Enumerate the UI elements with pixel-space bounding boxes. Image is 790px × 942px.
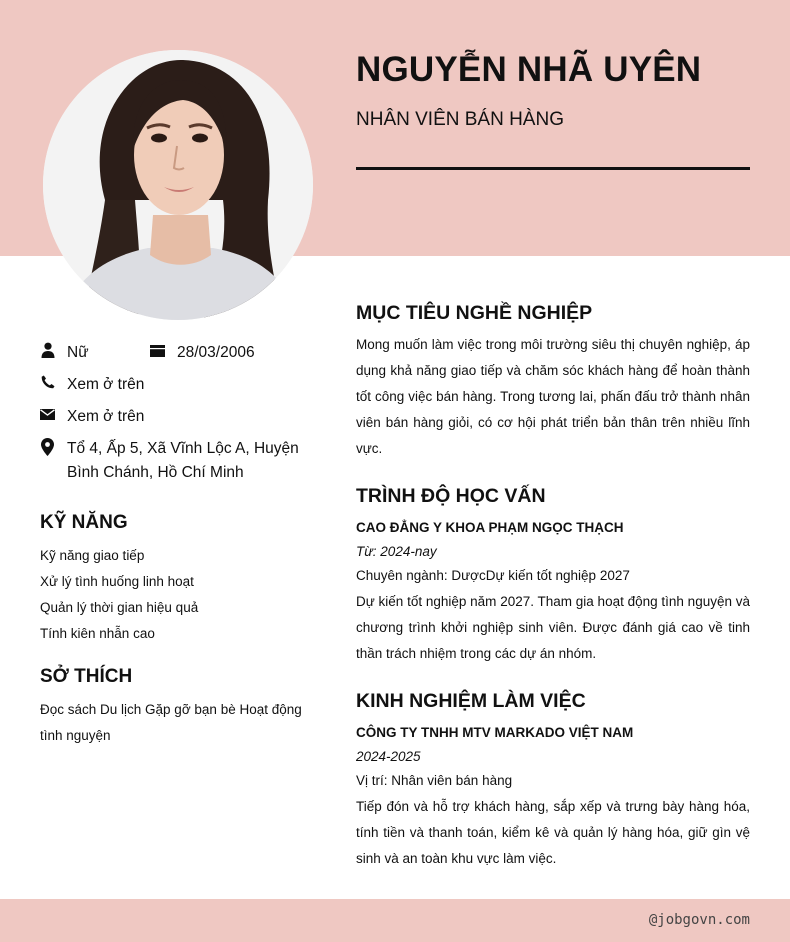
skill-item: Quản lý thời gian hiệu quả — [40, 600, 199, 615]
objective-text: Mong muốn làm việc trong môi trường siêu thị chuyên nghiệp, áp dụng khả năng giao tiếp và chăm sóc khách hàng để hoàn thành tốt công việc bán hàng. Trong tương lai, phấn đấu trở thành nhân viên bán hàng giỏi, có cơ hội phát triển bản thân trên nhiều lĩnh vực. — [356, 337, 750, 456]
address-value: Tổ 4, Ấp 5, Xã Vĩnh Lộc A, Huyện Bình Chánh, Hồ Chí Minh — [67, 440, 299, 481]
hobbies-heading: SỞ THÍCH — [40, 666, 133, 687]
email-row — [40, 405, 144, 429]
education-description: Dự kiến tốt nghiệp năm 2027. Tham gia hoạt động tình nguyện và chương trình khởi nghiệp sinh viên. Được đánh giá cao về tinh thần trách nhiệm trong các dự án nhóm. — [356, 594, 750, 661]
email-value: Xem ở trên — [67, 408, 145, 425]
gender-row — [40, 341, 89, 365]
profile-photo — [43, 50, 313, 320]
location-pin-icon — [40, 437, 55, 457]
address-row — [40, 437, 320, 485]
experience-position: Vị trí: Nhân viên bán hàng — [356, 773, 513, 788]
gender-value: Nữ — [67, 344, 89, 361]
experience-heading: KINH NGHIỆM LÀM VIỆC — [356, 690, 586, 712]
education-major: Chuyên ngành: DượcDự kiến tốt nghiệp 2027 — [356, 568, 630, 583]
person-icon — [40, 341, 55, 359]
skills-list — [40, 543, 198, 647]
skills-heading: KỸ NĂNG — [40, 512, 128, 533]
job-title: NHÂN VIÊN BÁN HÀNG — [356, 109, 564, 130]
birthday-value: 28/03/2006 — [177, 344, 255, 361]
skill-item: Xử lý tình huống linh hoạt — [40, 574, 194, 589]
footer-watermark: @jobgovn.com — [648, 912, 750, 928]
skill-item: Kỹ năng giao tiếp — [40, 548, 145, 563]
birthday-row — [150, 341, 255, 365]
experience-period: 2024-2025 — [356, 749, 421, 764]
objective-heading: MỤC TIÊU NGHỀ NGHIỆP — [356, 302, 593, 324]
phone-row — [40, 373, 144, 397]
education-period: Từ: 2024-nay — [356, 544, 437, 559]
skill-item: Tính kiên nhẫn cao — [40, 626, 155, 641]
phone-value: Xem ở trên — [67, 376, 145, 393]
hobbies-text: Đọc sách Du lịch Gặp gỡ bạn bè Hoạt động tình nguyện — [40, 702, 302, 743]
candidate-name: NGUYỄN NHÃ UYÊN — [356, 50, 702, 89]
experience-description: Tiếp đón và hỗ trợ khách hàng, sắp xếp và trưng bày hàng hóa, tính tiền và thanh toán, kiểm kê và quản lý hàng hóa, giữ gìn vệ sinh và an toàn khu vực làm việc. — [356, 799, 750, 866]
school-name: CAO ĐẲNG Y KHOA PHẠM NGỌC THẠCH — [356, 520, 624, 535]
mail-icon — [40, 405, 55, 423]
education-heading: TRÌNH ĐỘ HỌC VẤN — [356, 485, 546, 507]
phone-icon — [40, 373, 55, 391]
title-divider — [356, 167, 750, 170]
company-name: CÔNG TY TNHH MTV MARKADO VIỆT NAM — [356, 725, 634, 740]
calendar-icon — [150, 341, 165, 359]
